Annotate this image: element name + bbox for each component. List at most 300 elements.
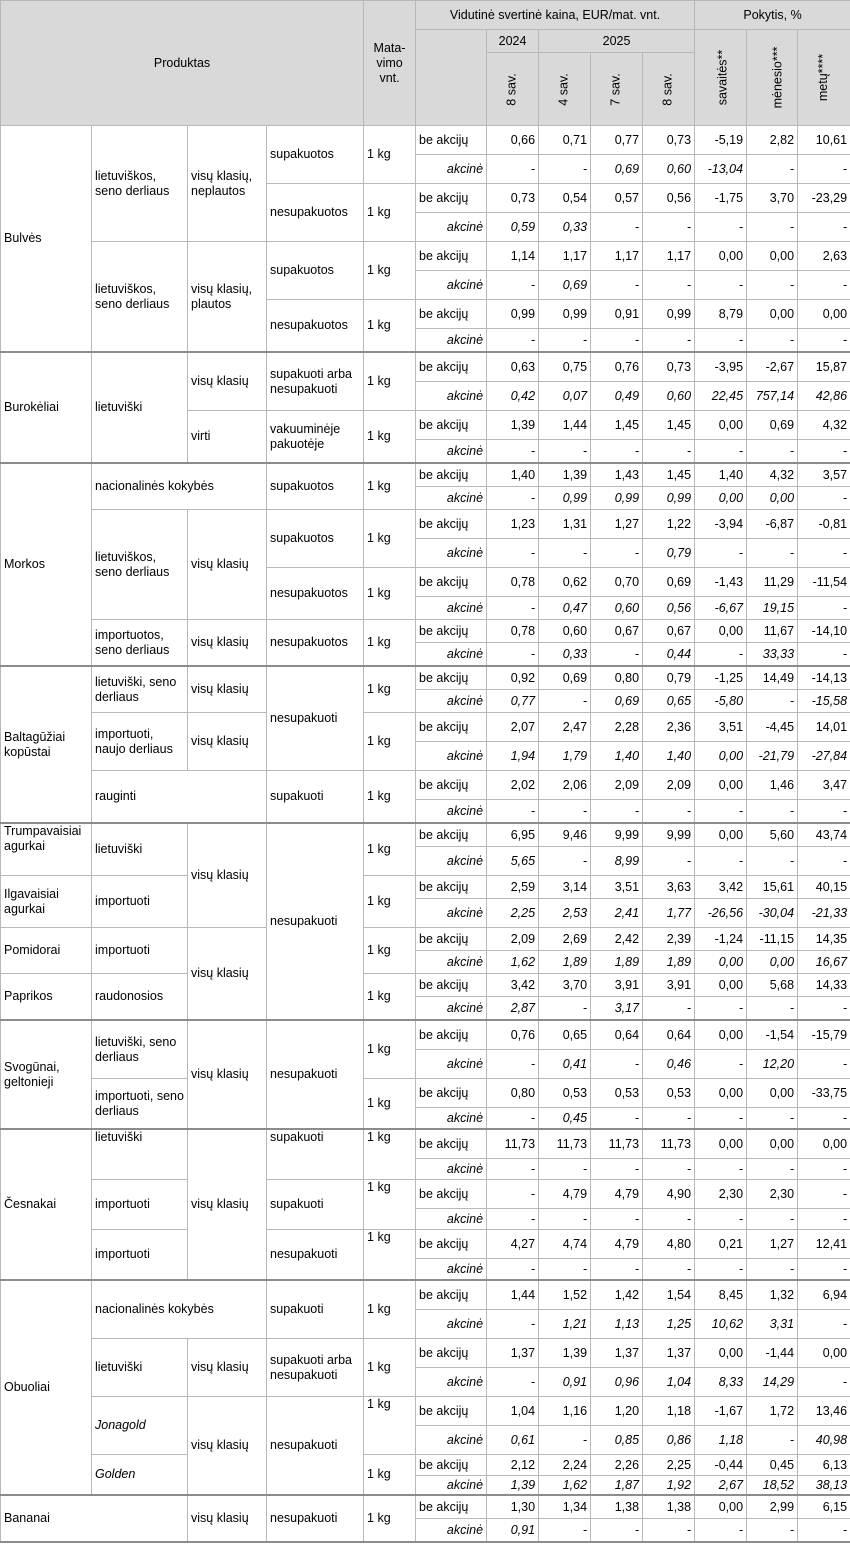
price-2025-w4: - [539,690,591,713]
change-month: 11,67 [747,620,798,643]
change-month: - [747,440,798,464]
packaging: supakuoti [267,1280,364,1339]
change-month: - [747,847,798,876]
price-2025-w7: 0,99 [591,487,643,510]
price-2025-w8: - [643,1259,695,1281]
price-2025-w4: 0,91 [539,1368,591,1397]
change-month: 2,99 [747,1495,798,1519]
price-2025-w7: - [591,800,643,824]
price-2025-w7: 1,89 [591,951,643,974]
price-2025-w4: - [539,1159,591,1180]
price-2025-w4: 3,14 [539,876,591,899]
price-2025-w7: 1,43 [591,463,643,487]
price-2025-w7: 2,26 [591,1455,643,1476]
packaging: nesupakuotos [267,568,364,620]
price-2025-w7: 1,37 [591,1339,643,1368]
header-change-week: savaitės** [695,30,747,126]
price-2025-w8: 4,90 [643,1180,695,1209]
price-2024-w8: 0,59 [487,213,539,242]
product-paprikos: Paprikos [1,974,92,1021]
header-year-2025: 2025 [539,30,695,53]
price-2025-w7: - [591,1108,643,1130]
change-year: - [798,1310,850,1339]
packaging: supakuotos [267,463,364,510]
change-year: - [798,997,850,1021]
change-year: 40,15 [798,876,850,899]
unit: 1 kg [364,876,416,928]
price-2025-w4: 0,99 [539,300,591,329]
change-month: 1,46 [747,771,798,800]
product-burokeliai: Burokėliai [1,352,92,463]
product-bulves: Bulvės [1,126,92,353]
change-week: -1,67 [695,1397,747,1426]
price-2025-w4: 0,54 [539,184,591,213]
price-2025-w4: 1,34 [539,1495,591,1519]
change-year: 12,41 [798,1230,850,1259]
unit: 1 kg [364,1495,416,1542]
price-2025-w8: 9,99 [643,823,695,847]
price-type-promo: akcinė [416,997,487,1021]
price-2025-w7: 1,40 [591,742,643,771]
price-2025-w7: 2,28 [591,713,643,742]
change-month: - [747,539,798,568]
variety: lietuviški, seno derliaus [92,666,188,713]
change-week: - [695,213,747,242]
price-2025-w7: 1,45 [591,411,643,440]
price-2025-w7: 1,27 [591,510,643,539]
change-week: - [695,643,747,667]
price-2024-w8: - [487,1259,539,1281]
price-type-promo: akcinė [416,1159,487,1180]
unit: 1 kg [364,1455,416,1496]
packaging: supakuoti [267,1180,364,1230]
unit: 1 kg [364,713,416,771]
price-2025-w7: 1,20 [591,1397,643,1426]
price-2024-w8: 0,76 [487,1020,539,1050]
change-month: - [747,1209,798,1230]
price-2025-w7: 3,51 [591,876,643,899]
change-week: -3,95 [695,352,747,382]
price-type-promo: akcinė [416,1108,487,1130]
packaging: supakuoti arba nesupakuoti [267,352,364,411]
price-2025-w7: 4,79 [591,1230,643,1259]
price-type-regular: be akcijų [416,352,487,382]
change-week: 10,62 [695,1310,747,1339]
price-2024-w8: 1,30 [487,1495,539,1519]
price-2025-w8: 11,73 [643,1129,695,1159]
change-week: - [695,1259,747,1281]
change-month: 12,20 [747,1050,798,1079]
packaging: nesupakuoti [267,1020,364,1129]
change-year: -14,10 [798,620,850,643]
price-2025-w8: 0,67 [643,620,695,643]
variety: lietuviški, seno derliaus [92,1020,188,1079]
price-2025-w4: 2,69 [539,928,591,951]
price-2024-w8: 3,42 [487,974,539,997]
price-2025-w4: 1,44 [539,411,591,440]
change-year: 6,94 [798,1280,850,1310]
change-year: - [798,1368,850,1397]
change-week: - [695,1209,747,1230]
price-2025-w8: 0,56 [643,184,695,213]
change-month: 3,31 [747,1310,798,1339]
change-week: 22,45 [695,382,747,411]
change-year: -15,58 [798,690,850,713]
change-week: 8,33 [695,1368,747,1397]
price-2024-w8: - [487,1368,539,1397]
header-blank [416,30,487,126]
price-2024-w8: 0,61 [487,1426,539,1455]
price-type-promo: akcinė [416,597,487,620]
change-year: -33,75 [798,1079,850,1108]
price-type-regular: be akcijų [416,1079,487,1108]
unit: 1 kg [364,126,416,184]
price-2025-w8: 0,53 [643,1079,695,1108]
change-year: 40,98 [798,1426,850,1455]
change-year: - [798,847,850,876]
change-week: -6,67 [695,597,747,620]
class: visų klasių [188,620,267,667]
unit: 1 kg [364,411,416,464]
price-type-regular: be akcijų [416,974,487,997]
change-year: 0,00 [798,300,850,329]
change-week: - [695,997,747,1021]
price-2025-w7: 0,70 [591,568,643,597]
price-type-regular: be akcijų [416,876,487,899]
change-month: 19,15 [747,597,798,620]
change-month: - [747,1426,798,1455]
price-2025-w4: - [539,1426,591,1455]
price-2024-w8: 1,40 [487,463,539,487]
price-2025-w4: 0,99 [539,487,591,510]
price-2024-w8: 5,65 [487,847,539,876]
variety: raudonosios [92,974,188,1021]
change-year: -23,29 [798,184,850,213]
change-month: 0,69 [747,411,798,440]
price-2025-w4: 2,06 [539,771,591,800]
price-type-promo: akcinė [416,1368,487,1397]
change-week: -0,44 [695,1455,747,1476]
change-month: 5,68 [747,974,798,997]
change-week: -1,25 [695,666,747,690]
change-month: 2,30 [747,1180,798,1209]
packaging: nesupakuoti [267,823,364,1020]
price-2024-w8: 2,02 [487,771,539,800]
price-2025-w4: 1,52 [539,1280,591,1310]
unit: 1 kg [364,184,416,242]
change-week: - [695,800,747,824]
change-month: 11,29 [747,568,798,597]
price-type-regular: be akcijų [416,1397,487,1426]
price-2025-w4: 2,24 [539,1455,591,1476]
price-type-promo: akcinė [416,643,487,667]
header-change-year: metų**** [798,30,850,126]
unit: 1 kg [364,242,416,300]
price-type-regular: be akcijų [416,568,487,597]
price-2025-w8: 1,18 [643,1397,695,1426]
price-2024-w8: - [487,1180,539,1209]
unit: 1 kg [364,666,416,713]
variety: importuoti [92,1230,188,1281]
price-2025-w4: 1,16 [539,1397,591,1426]
price-type-promo: akcinė [416,539,487,568]
change-year: - [798,213,850,242]
unit: 1 kg [364,510,416,568]
price-2024-w8: 2,87 [487,997,539,1021]
price-2025-w8: 4,80 [643,1230,695,1259]
product-ilg-agurkai: Ilgavaisiai agurkai [1,876,92,928]
packaging: supakuoti arba nesupakuoti [267,1339,364,1397]
price-type-regular: be akcijų [416,620,487,643]
change-year: 43,74 [798,823,850,847]
change-year: 4,32 [798,411,850,440]
variety: lietuviški [92,1129,188,1180]
change-week: 0,00 [695,742,747,771]
product-cesnakai: Česnakai [1,1129,92,1280]
change-month: - [747,155,798,184]
price-2025-w7: 1,42 [591,1280,643,1310]
change-year: - [798,271,850,300]
price-2025-w7: - [591,213,643,242]
class: virti [188,411,267,464]
price-2025-w4: 0,45 [539,1108,591,1130]
variety: nacionalinės kokybės [92,463,267,510]
price-2025-w4: 1,31 [539,510,591,539]
price-2025-w8: 0,65 [643,690,695,713]
price-2025-w7: 0,85 [591,1426,643,1455]
price-2025-w7: - [591,1519,643,1543]
price-2025-w4: 9,46 [539,823,591,847]
price-2025-w7: - [591,1050,643,1079]
price-2025-w4: 0,07 [539,382,591,411]
change-month: 0,00 [747,1129,798,1159]
variety: importuoti [92,928,188,974]
price-2025-w8: - [643,329,695,353]
change-year: - [798,1209,850,1230]
price-2024-w8: 4,27 [487,1230,539,1259]
change-week: - [695,440,747,464]
price-type-promo: akcinė [416,1209,487,1230]
class: visų klasių [188,1129,267,1280]
change-month: -1,44 [747,1339,798,1368]
change-week: 0,00 [695,823,747,847]
price-2025-w8: 0,69 [643,568,695,597]
change-year: 2,63 [798,242,850,271]
class: visų klasių [188,1397,267,1496]
price-type-promo: akcinė [416,213,487,242]
price-2025-w8: 0,46 [643,1050,695,1079]
variety: importuoti [92,876,188,928]
header-week: 4 sav. [539,53,591,126]
price-2025-w7: 1,38 [591,1495,643,1519]
price-2025-w7: - [591,1159,643,1180]
price-2025-w7: 0,67 [591,620,643,643]
price-2025-w7: 0,91 [591,300,643,329]
price-2024-w8: - [487,487,539,510]
price-type-regular: be akcijų [416,823,487,847]
price-type-regular: be akcijų [416,1020,487,1050]
price-2025-w7: 0,49 [591,382,643,411]
header-change-month: mėnesio*** [747,30,798,126]
price-2025-w8: 0,44 [643,643,695,667]
variety: importuotos, seno derliaus [92,620,188,667]
price-2025-w7: - [591,1259,643,1281]
change-month: 15,61 [747,876,798,899]
variety: importuoti [92,1180,188,1230]
price-2025-w4: 0,69 [539,666,591,690]
price-2025-w4: 4,79 [539,1180,591,1209]
price-2025-w8: 0,86 [643,1426,695,1455]
change-month: 2,82 [747,126,798,155]
change-month: 1,27 [747,1230,798,1259]
price-2025-w4: 0,69 [539,271,591,300]
variety-golden: Golden [92,1455,188,1496]
packaging: nesupakuoti [267,1397,364,1496]
change-year: 6,13 [798,1455,850,1476]
price-2025-w4: 1,79 [539,742,591,771]
price-2025-w4: 0,71 [539,126,591,155]
price-2024-w8: 2,25 [487,899,539,928]
class: visų klasių [188,510,267,620]
change-year: 6,15 [798,1495,850,1519]
price-2025-w8: 0,99 [643,487,695,510]
price-type-regular: be akcijų [416,666,487,690]
price-2025-w4: - [539,155,591,184]
header-week: 7 sav. [591,53,643,126]
price-2025-w4: 0,53 [539,1079,591,1108]
packaging: supakuoti [267,1129,364,1180]
packaging: supakuotos [267,242,364,300]
price-2025-w8: - [643,800,695,824]
change-month: - [747,329,798,353]
price-2025-w4: - [539,539,591,568]
change-year: - [798,487,850,510]
price-2025-w8: 1,89 [643,951,695,974]
price-2025-w8: 2,39 [643,928,695,951]
price-2025-w8: - [643,997,695,1021]
price-type-regular: be akcijų [416,1280,487,1310]
change-month: -11,15 [747,928,798,951]
change-month: - [747,213,798,242]
unit: 1 kg [364,1339,416,1397]
packaging: vakuuminėje pakuotėje [267,411,364,464]
variety: importuoti, naujo derliaus [92,713,188,771]
unit: 1 kg [364,1079,416,1130]
price-type-regular: be akcijų [416,126,487,155]
price-2025-w4: - [539,800,591,824]
change-year: 38,13 [798,1476,850,1496]
product-obuoliai: Obuoliai [1,1280,92,1495]
price-type-regular: be akcijų [416,300,487,329]
packaging: nesupakuotos [267,184,364,242]
change-week: -5,80 [695,690,747,713]
header-week: 8 sav. [643,53,695,126]
price-2025-w4: - [539,997,591,1021]
price-2024-w8: 11,73 [487,1129,539,1159]
price-2025-w4: 0,33 [539,643,591,667]
unit: 1 kg [364,1397,416,1455]
price-2025-w7: - [591,329,643,353]
variety: lietuviškos, seno derliaus [92,242,188,353]
change-month: - [747,1259,798,1281]
price-2025-w7: 0,64 [591,1020,643,1050]
change-week: -3,94 [695,510,747,539]
change-week: - [695,1050,747,1079]
change-week: -13,04 [695,155,747,184]
price-2024-w8: 1,44 [487,1280,539,1310]
change-month: 1,32 [747,1280,798,1310]
price-2024-w8: 1,37 [487,1339,539,1368]
class: visų klasių [188,352,267,411]
change-month: 0,45 [747,1455,798,1476]
variety: lietuviški [92,352,188,463]
price-2025-w8: 1,40 [643,742,695,771]
price-type-promo: akcinė [416,155,487,184]
price-2025-w7: - [591,1209,643,1230]
packaging: supakuotos [267,126,364,184]
price-2025-w8: - [643,271,695,300]
change-month: -30,04 [747,899,798,928]
unit: 1 kg [364,928,416,974]
unit: 1 kg [364,1280,416,1339]
change-year: -14,13 [798,666,850,690]
change-year: 15,87 [798,352,850,382]
change-week: 1,40 [695,463,747,487]
price-2025-w8: - [643,1519,695,1543]
price-type-promo: akcinė [416,1476,487,1496]
class: visų klasių, neplautos [188,126,267,242]
price-2025-w7: 0,77 [591,126,643,155]
change-month: 757,14 [747,382,798,411]
price-type-promo: akcinė [416,899,487,928]
change-month: -1,54 [747,1020,798,1050]
change-week: 0,00 [695,1020,747,1050]
price-type-promo: akcinė [416,1259,487,1281]
change-week: 0,21 [695,1230,747,1259]
price-type-regular: be akcijų [416,1339,487,1368]
price-2025-w4: 2,47 [539,713,591,742]
change-week: -5,19 [695,126,747,155]
change-month: 18,52 [747,1476,798,1496]
unit: 1 kg [364,823,416,876]
class: visų klasių [188,823,267,928]
price-type-promo: akcinė [416,800,487,824]
price-2025-w4: 2,53 [539,899,591,928]
price-2024-w8: - [487,271,539,300]
price-2024-w8: - [487,643,539,667]
change-week: 0,00 [695,487,747,510]
price-2024-w8: - [487,329,539,353]
price-2025-w7: 3,91 [591,974,643,997]
change-month: 0,00 [747,242,798,271]
price-type-regular: be akcijų [416,771,487,800]
price-2025-w8: 1,25 [643,1310,695,1339]
header-year-2024: 2024 [487,30,539,53]
product-svogunai: Svogūnai, geltonieji [1,1020,92,1129]
price-type-regular: be akcijų [416,1129,487,1159]
price-2024-w8: 1,94 [487,742,539,771]
price-2025-w7: 2,09 [591,771,643,800]
change-month: 0,00 [747,1079,798,1108]
header-change: Pokytis, % [695,1,850,30]
class: visų klasių [188,1339,267,1397]
price-2025-w8: - [643,213,695,242]
price-2025-w7: - [591,539,643,568]
change-year: 14,01 [798,713,850,742]
change-week: 0,00 [695,242,747,271]
price-2024-w8: - [487,1108,539,1130]
price-2025-w8: - [643,440,695,464]
